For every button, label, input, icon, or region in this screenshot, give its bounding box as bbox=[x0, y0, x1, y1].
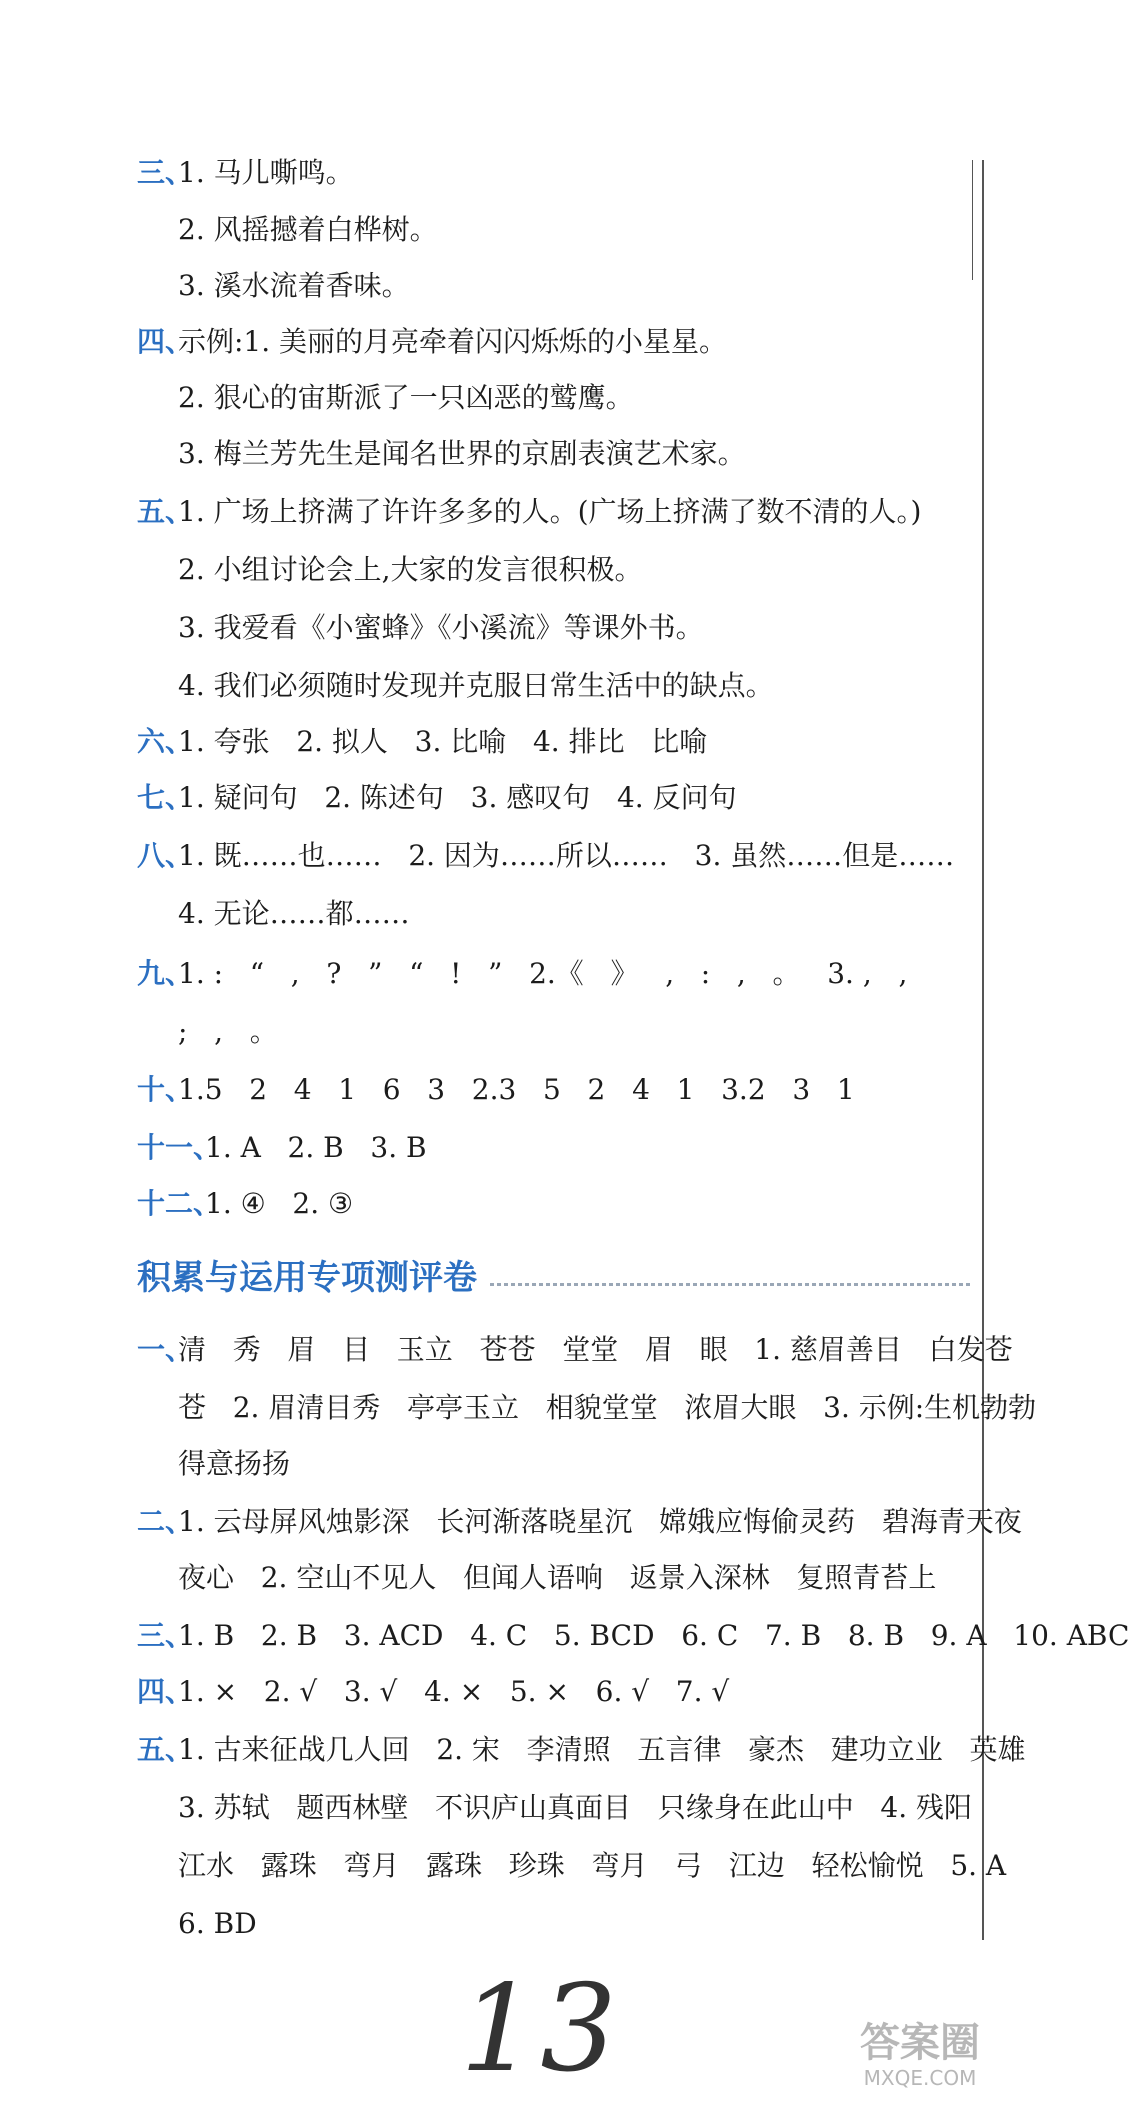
answer-text: 苍 2. 眉清目秀 亭亭玉立 相貌堂堂 浓眉大眼 3. 示例:生机勃勃 bbox=[178, 1391, 1037, 1424]
question-number-label: 七、 bbox=[137, 781, 194, 814]
question-number-label: 八、 bbox=[137, 839, 194, 872]
answer-text: 3. 我爱看《小蜜蜂》《小溪流》等课外书。 bbox=[178, 611, 704, 644]
answer-text: 2. 小组讨论会上,大家的发言很积极。 bbox=[178, 553, 643, 586]
section-title: 积累与运用专项测评卷 bbox=[137, 1258, 477, 1298]
answer-text: 1. ④ 2. ③ bbox=[205, 1187, 354, 1220]
answer-text: ; , 。 bbox=[178, 1015, 278, 1048]
answer-text: 1. B 2. B 3. ACD 4. C 5. BCD 6. C 7. B 8. B 9. A 10. ABC bbox=[178, 1619, 1129, 1652]
question-number-label: 五、 bbox=[137, 1733, 194, 1766]
answer-text: 夜心 2. 空山不见人 但闻人语响 返景入深林 复照青苔上 bbox=[178, 1561, 937, 1594]
watermark-url: MXQE.COM bbox=[863, 2066, 977, 2090]
question-number-label: 四、 bbox=[137, 325, 194, 358]
answer-text: 1. 马儿嘶鸣。 bbox=[178, 156, 354, 189]
question-number-label: 三、 bbox=[137, 1619, 194, 1652]
question-number-label: 二、 bbox=[137, 1505, 194, 1538]
question-number-label: 一、 bbox=[137, 1333, 194, 1366]
question-number-label: 五、 bbox=[137, 495, 194, 528]
answer-text: 江水 露珠 弯月 露珠 珍珠 弯月 弓 江边 轻松愉悦 5. A bbox=[178, 1849, 1007, 1882]
answer-text: 1. 古来征战几人回 2. 宋 李清照 五言律 豪杰 建功立业 英雄 bbox=[178, 1733, 1026, 1766]
answer-text: 1. 云母屏风烛影深 长河渐落晓星沉 嫦娥应悔偷灵药 碧海青天夜 bbox=[178, 1505, 1022, 1538]
section-title-rule bbox=[490, 1283, 970, 1286]
answer-text: 示例:1. 美丽的月亮牵着闪闪烁烁的小星星。 bbox=[178, 325, 728, 358]
answer-text: 1. 疑问句 2. 陈述句 3. 感叹句 4. 反问句 bbox=[178, 781, 737, 814]
answer-text: 1. : “ , ? ” “ ! ” 2.《 》 , : , 。 3. , , bbox=[178, 957, 908, 990]
watermark-text: 答案圈 bbox=[860, 2020, 980, 2066]
question-number-label: 三、 bbox=[137, 156, 194, 189]
page-border-line-inner bbox=[972, 160, 973, 280]
answer-text: 2. 风摇撼着白桦树。 bbox=[178, 213, 438, 246]
answer-text: 1. 夸张 2. 拟人 3. 比喻 4. 排比 比喻 bbox=[178, 725, 708, 758]
question-number-label: 九、 bbox=[137, 957, 194, 990]
question-number-label: 十二、 bbox=[137, 1187, 222, 1220]
answer-text: 2. 狠心的宙斯派了一只凶恶的鹫鹰。 bbox=[178, 381, 634, 414]
answer-text: 1. A 2. B 3. B bbox=[205, 1131, 427, 1164]
answer-text: 1. 广场上挤满了许许多多的人。(广场上挤满了数不清的人。) bbox=[178, 495, 922, 528]
answer-text: 4. 我们必须随时发现并克服日常生活中的缺点。 bbox=[178, 669, 774, 702]
answer-text: 1.5 2 4 1 6 3 2.3 5 2 4 1 3.2 3 1 bbox=[178, 1073, 855, 1106]
answer-text: 6. BD bbox=[178, 1907, 257, 1940]
question-number-label: 十一、 bbox=[137, 1131, 222, 1164]
question-number-label: 四、 bbox=[137, 1675, 194, 1708]
answer-text: 3. 梅兰芳先生是闻名世界的京剧表演艺术家。 bbox=[178, 437, 746, 470]
answer-text: 3. 苏轼 题西林壁 不识庐山真面目 只缘身在此山中 4. 残阳 bbox=[178, 1791, 973, 1824]
watermark-logo bbox=[850, 2020, 990, 2100]
answer-text: 得意扬扬 bbox=[178, 1447, 291, 1480]
answer-text: 1. × 2. √ 3. √ 4. × 5. × 6. √ 7. √ bbox=[178, 1675, 730, 1708]
handwritten-page-number: 13 bbox=[460, 1960, 621, 2099]
answer-text: 1. 既……也…… 2. 因为……所以…… 3. 虽然……但是…… bbox=[178, 839, 955, 872]
answer-text: 3. 溪水流着香味。 bbox=[178, 269, 410, 302]
answer-text: 清 秀 眉 目 玉立 苍苍 堂堂 眉 眼 1. 慈眉善目 白发苍 bbox=[178, 1333, 1013, 1366]
page-border-line bbox=[982, 160, 984, 1940]
question-number-label: 六、 bbox=[137, 725, 194, 758]
answer-text: 4. 无论……都…… bbox=[178, 897, 410, 930]
question-number-label: 十、 bbox=[137, 1073, 194, 1106]
